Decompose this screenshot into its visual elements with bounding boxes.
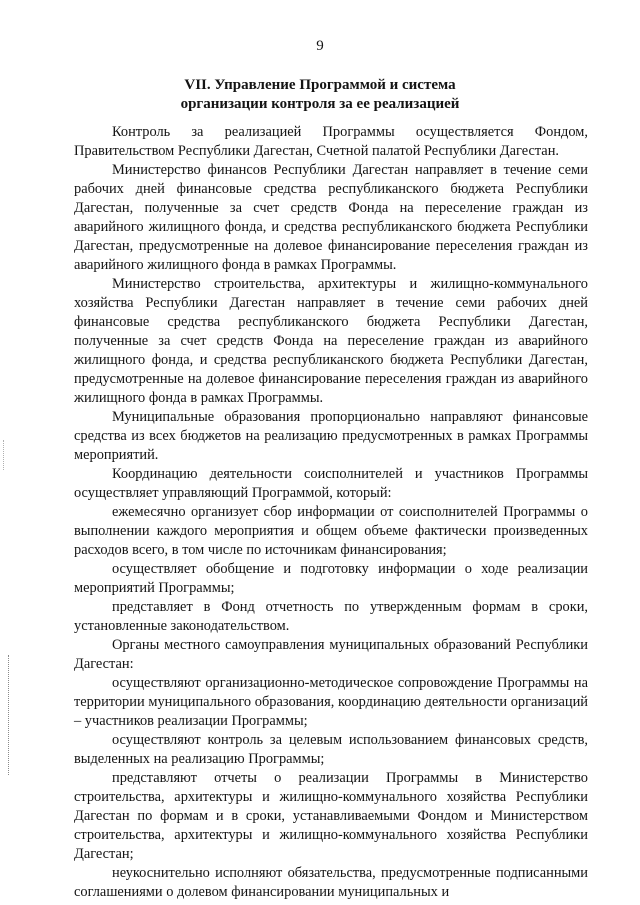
body-text (74, 123, 588, 902)
page-number: 9 (316, 38, 324, 54)
paragraph: Органы местного самоуправления муниципальных образований Республики Дагестан: (74, 637, 588, 672)
paragraph: представляют отчеты о реализации Программы в Министерство строительства, архитектуры и жилищно-коммунального хозяйства Республики Дагестан по формам и в сроки, устанавливаемыми Фондом и Министерством строительства, архитектуры и жилищно-коммунального хозяйства Республики Дагестан; (74, 770, 588, 862)
paragraph: представляет в Фонд отчетность по утвержденным формам в сроки, установленные законодательством. (74, 599, 588, 634)
paragraph: Координацию деятельности соисполнителей и участников Программы осуществляет управляющий Программой, который: (74, 466, 588, 501)
paragraph: Министерство финансов Республики Дагестан направляет в течение семи рабочих дней финансовые средства республиканского бюджета Республики Дагестан, полученные за счет средств Фонда на переселение граждан из аварийного жилищного фонда, и средства республиканского бюджета Республики Дагестан, предусмотренные на долевое финансирование переселения граждан из аварийного жилищного фонда в рамках Программы. (74, 162, 588, 273)
paragraph: неукоснительно исполняют обязательства, предусмотренные подписанными соглашениями о долевом финансировании муниципальных и (74, 865, 588, 900)
section-heading-line-2: организации контроля за ее реализацией (180, 96, 460, 112)
section-heading-line-1: VII. Управление Программой и система (184, 77, 456, 93)
paragraph: осуществляют организационно-методическое сопровождение Программы на территории муниципального образования, координацию деятельности организаций – участников реализации Программы; (74, 675, 588, 729)
paragraph: ежемесячно организует сбор информации от соисполнителей Программы о выполнении каждого мероприятия и общем объеме фактически произведенных расходов всего, в том числе по источникам финансирования; (74, 504, 588, 558)
paragraph: Муниципальные образования пропорционально направляют финансовые средства из всех бюджетов на реализацию предусмотренных в рамках Программы мероприятий. (74, 409, 588, 463)
paragraph: Министерство строительства, архитектуры и жилищно-коммунального хозяйства Республики Дагестан направляет в течение семи рабочих дней финансовые средства республиканского бюджета Республики Дагестан, полученные за счет средств Фонда на переселение граждан из аварийного жилищного фонда, и средства республиканского бюджета Республики Дагестан, предусмотренные на долевое финансирование переселения граждан из аварийного жилищного фонда в рамках Программы. (74, 276, 588, 406)
paragraph: Контроль за реализацией Программы осуществляется Фондом, Правительством Республики Дагестан, Счетной палатой Республики Дагестан. (74, 124, 588, 159)
section-heading (60, 76, 580, 114)
paragraph: осуществляют контроль за целевым использованием финансовых средств, выделенных на реализацию Программы; (74, 732, 588, 767)
scan-edge-mark (3, 440, 5, 470)
scan-edge-mark (8, 655, 10, 775)
paragraph: осуществляет обобщение и подготовку информации о ходе реализации мероприятий Программы; (74, 561, 588, 596)
